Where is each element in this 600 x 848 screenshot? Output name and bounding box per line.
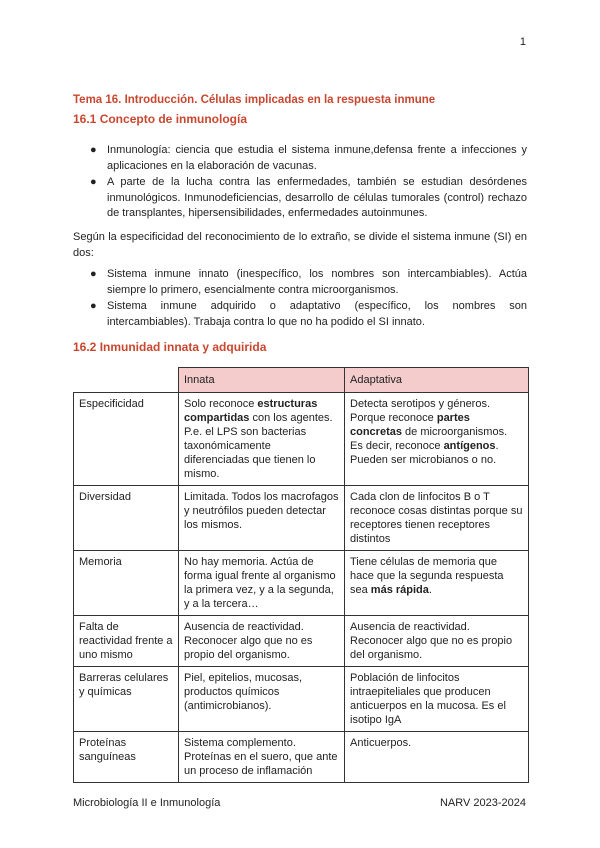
bullet-list-sistemas [90,267,527,331]
row-label: Barreras celulares y químicas [74,667,179,732]
table-cell: Limitada. Todos los macrofagos y neutrófilos pueden detectar los mismos. [179,486,345,551]
row-label: Falta de reactividad frente a uno mismo [74,616,179,667]
bullet-icon: ● [90,300,97,312]
list-item: ● Sistema inmune innato (inespecífico, los nombres son intercambiables). Actúa siempre lo primero, esencialmente contra microorganismos. [90,268,527,296]
page-number: 1 [519,36,526,48]
table-header-innata: Innata [179,368,345,393]
table-cell: Población de linfocitos intraepiteliales que producen anticuerpos en la mucosa. Es el isotipo IgA [345,667,529,732]
section-heading-concepto: 16.1 Concepto de inmunología [73,112,248,126]
table-row [74,667,529,732]
table-row [74,616,529,667]
table-cell: Sistema complemento. Proteínas en el suero, que ante un proceso de inflamación [179,732,345,783]
table-cell: No hay memoria. Actúa de forma igual frente al organismo la primera vez, y a la segunda, y a la tercera… [179,551,345,616]
table-row [74,393,529,486]
table-row [74,551,529,616]
table-cell: Anticuerpos. [345,732,529,783]
table-row [74,732,529,783]
document-title: Tema 16. Introducción. Células implicadas en la respuesta inmune [73,94,436,106]
row-label: Especificidad [74,393,179,486]
table-row [74,486,529,551]
list-item: ● Sistema inmune adquirido o adaptativo (específico, los nombres son intercambiables). Trabaja contra lo que no ha podido el SI innato. [90,300,527,328]
table-cell: Piel, epitelios, mucosas, productos químicos (antimicrobianos). [179,667,345,732]
table-cell: Ausencia de reactividad. Reconocer algo que no es propio del organismo. [179,616,345,667]
row-label: Memoria [74,551,179,616]
table-cell: Cada clon de linfocitos B o T reconoce cosas distintas porque su receptores tienen receptores distintos [345,486,529,551]
footer-course: Microbiología II e Inmunología [73,797,221,809]
comparison-table [73,367,529,783]
section-heading-inmunidad: 16.2 Inmunidad innata y adquirida [73,340,267,354]
row-label: Proteínas sanguíneas [74,732,179,783]
table-cell: Ausencia de reactividad. Reconocer algo que no es propio del organismo. [345,616,529,667]
table-cell: Solo reconoce estructuras compartidas con los agentes. P.e. el LPS son bacterias taxonómicamente diferenciadas que tienen lo mismo. [179,393,345,486]
bullet-list-concepto [90,143,527,223]
table-header-adaptativa: Adaptativa [345,368,529,393]
footer-author-year: NARV 2023-2024 [439,797,526,809]
bullet-icon: ● [90,268,97,280]
table-cell: Tiene células de memoria que hace que la segunda respuesta sea más rápida. [345,551,529,616]
row-label: Diversidad [74,486,179,551]
table-header-row [74,368,529,393]
bullet-icon: ● [90,176,97,188]
list-item: ● A parte de la lucha contra las enfermedades, también se estudian desórdenes inmunológicos. Inmunodeficiencias, desarrollo de células tumorales (control) rechazo de transplantes, hipersensibilidades, enfermedades autoinmunes. [90,176,527,219]
paragraph-especificidad: Según la especificidad del reconocimiento de lo extraño, se divide el sistema inmune (SI) en dos: [73,231,527,259]
bullet-icon: ● [90,144,97,156]
list-item: ● Inmunología: ciencia que estudia el sistema inmune,defensa frente a infecciones y aplicaciones en la elaboración de vacunas. [90,144,527,172]
table-cell: Detecta serotipos y géneros. Porque reconoce partes concretas de microorganismos. Es decir, reconoce antígenos. Pueden ser microbianos o no. [345,393,529,486]
table-header-empty [74,368,179,393]
